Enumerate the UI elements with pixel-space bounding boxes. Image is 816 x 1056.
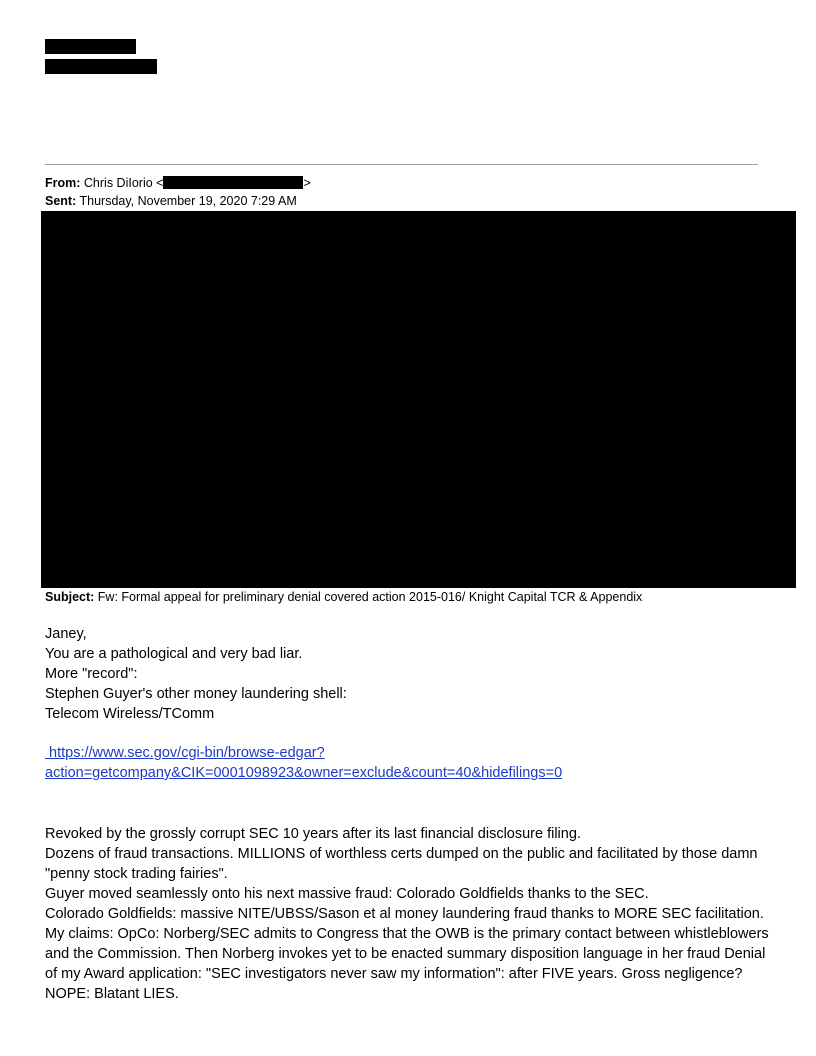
body-line: You are a pathological and very bad liar.: [45, 646, 303, 662]
redacted-email: [163, 176, 303, 189]
body-paragraph: My claims: OpCo: Norberg/SEC admits to Congress that the OWB is the primary contact between whistleblowers and the Commission. Then Norberg invokes yet to be enacted summary disposition language in her fraud Denial of my Award application: "SEC investigators never saw my information": after FIVE years. Gross negligence? NOPE: Blatant LIES.: [45, 926, 769, 1002]
link-line-2: action=getcompany&CIK=0001098923&owner=exclude&count=40&hidefilings=0: [45, 765, 563, 781]
from-name: Chris DiIorio <: [83, 176, 164, 190]
subject-line: [45, 589, 642, 605]
body-main: [45, 824, 775, 1004]
sent-label: Sent:: [45, 194, 77, 208]
redaction-block: [45, 39, 136, 54]
subject-value: Fw: Formal appeal for preliminary denial covered action 2015-016/ Knight Capital TCR & Appendix: [97, 590, 643, 604]
sent-value: Thursday, November 19, 2020 7:29 AM: [79, 194, 297, 208]
sec-edgar-link[interactable]: [45, 745, 562, 781]
body-line: Janey,: [45, 626, 87, 642]
from-label: From:: [45, 176, 81, 190]
body-paragraph: Revoked by the grossly corrupt SEC 10 years after its last financial disclosure filing.: [45, 826, 581, 842]
body-line: More "record":: [45, 666, 138, 682]
header-divider: [45, 164, 758, 165]
body-paragraph: Guyer moved seamlessly onto his next massive fraud: Colorado Goldfields thanks to the SEC.: [45, 886, 649, 902]
subject-label: Subject:: [45, 590, 95, 604]
redaction-block: [45, 59, 157, 74]
body-paragraph: Dozens of fraud transactions. MILLIONS of worthless certs dumped on the public and facilitated by those damn "penny stock trading fairies".: [45, 846, 758, 882]
body-intro: [45, 624, 775, 724]
body-paragraph: Colorado Goldfields: massive NITE/UBSS/Sason et al money laundering fraud thanks to MORE SEC facilitation.: [45, 906, 764, 922]
link-line-1: https://www.sec.gov/cgi-bin/browse-edgar?: [45, 745, 325, 761]
body-line: Stephen Guyer's other money laundering shell:: [45, 686, 347, 702]
sec-link-block: [45, 743, 775, 783]
from-close: >: [303, 176, 311, 190]
from-line: [45, 175, 311, 191]
sent-line: [45, 193, 297, 209]
redaction-block-large: [41, 211, 796, 588]
body-line: Telecom Wireless/TComm: [45, 706, 215, 722]
